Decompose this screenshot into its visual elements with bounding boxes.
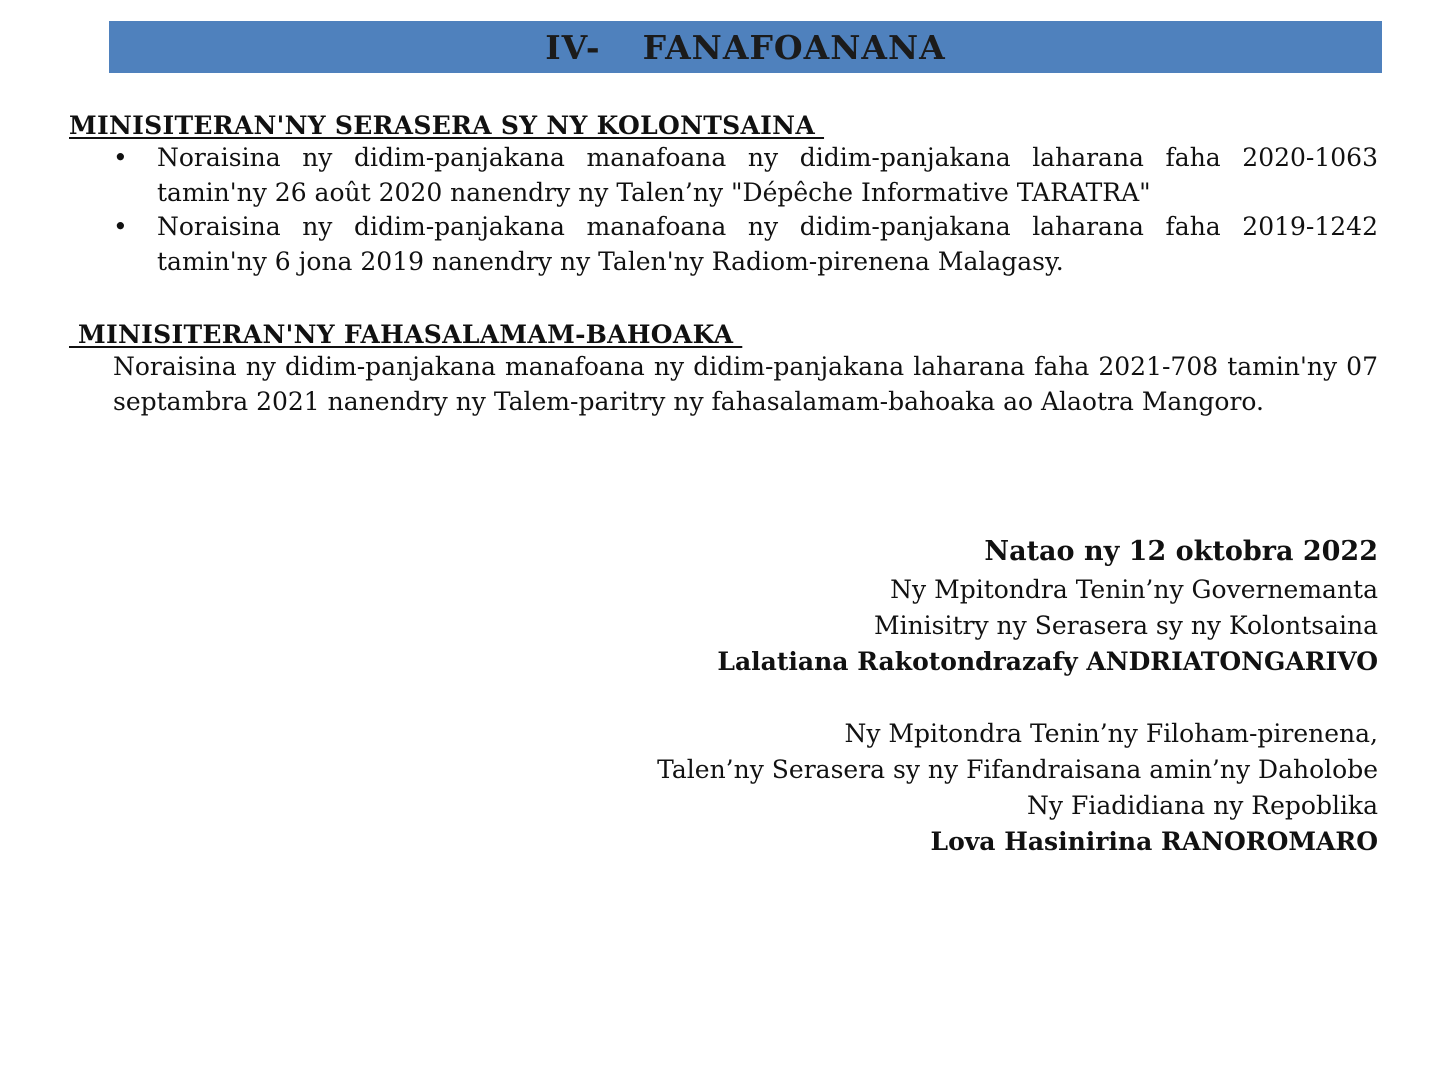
signatory-title: Talen’ny Serasera sy ny Fifandraisana amin’ny Daholobe (657, 755, 1378, 784)
signatory-name: Lalatiana Rakotondrazafy ANDRIATONGARIVO (717, 647, 1378, 676)
ministry-section-health (69, 320, 1378, 419)
decree-list (69, 141, 1378, 279)
ministry-section-communication (69, 111, 1378, 279)
bullet-icon: • (113, 143, 128, 172)
signatory-title: Minisitry ny Serasera sy ny Kolontsaina (873, 611, 1378, 640)
section-number: IV- (545, 27, 601, 67)
signature-date: Natao ny 12 oktobra 2022 (984, 536, 1378, 567)
bullet-icon: • (113, 212, 128, 241)
signatory-name: Lova Hasinirina RANOROMARO (930, 827, 1378, 856)
signature-block (657, 532, 1378, 860)
signatory-office: Ny Fiadidiana ny Repoblika (1027, 791, 1378, 820)
spacer (657, 680, 1378, 716)
section-banner (109, 21, 1382, 73)
decree-paragraph: Noraisina ny didim-panjakana manafoana ny didim-panjakana laharana faha 2021-708 tamin'ny 07 septambra 2021 nanendry ny Talem-paritry ny fahasalamam-bahoaka ao Alaotra Mangoro. (113, 352, 1378, 416)
ministry-heading: MINISITERAN'NY FAHASALAMAM-BAHOAKA (69, 320, 743, 349)
list-item (69, 210, 1378, 279)
signatory-role: Ny Mpitondra Tenin’ny Filoham-pirenena, (844, 719, 1378, 748)
section-title: FANAFOANANA (642, 27, 946, 67)
decree-text: Noraisina ny didim-panjakana manafoana ny didim-panjakana laharana faha 2020-1063 tamin'ny 26 août 2020 nanendry ny Talen’ny "Dépêche Informative TARATRA" (157, 143, 1378, 207)
ministry-heading: MINISITERAN'NY SERASERA SY NY KOLONTSAINA (69, 111, 825, 140)
decree-text: Noraisina ny didim-panjakana manafoana ny didim-panjakana laharana faha 2019-1242 tamin'ny 6 jona 2019 nanendry ny Talen'ny Radiom-pirenena Malagasy. (157, 212, 1378, 276)
list-item (69, 141, 1378, 210)
signatory-role: Ny Mpitondra Tenin’ny Governemanta (890, 575, 1378, 604)
